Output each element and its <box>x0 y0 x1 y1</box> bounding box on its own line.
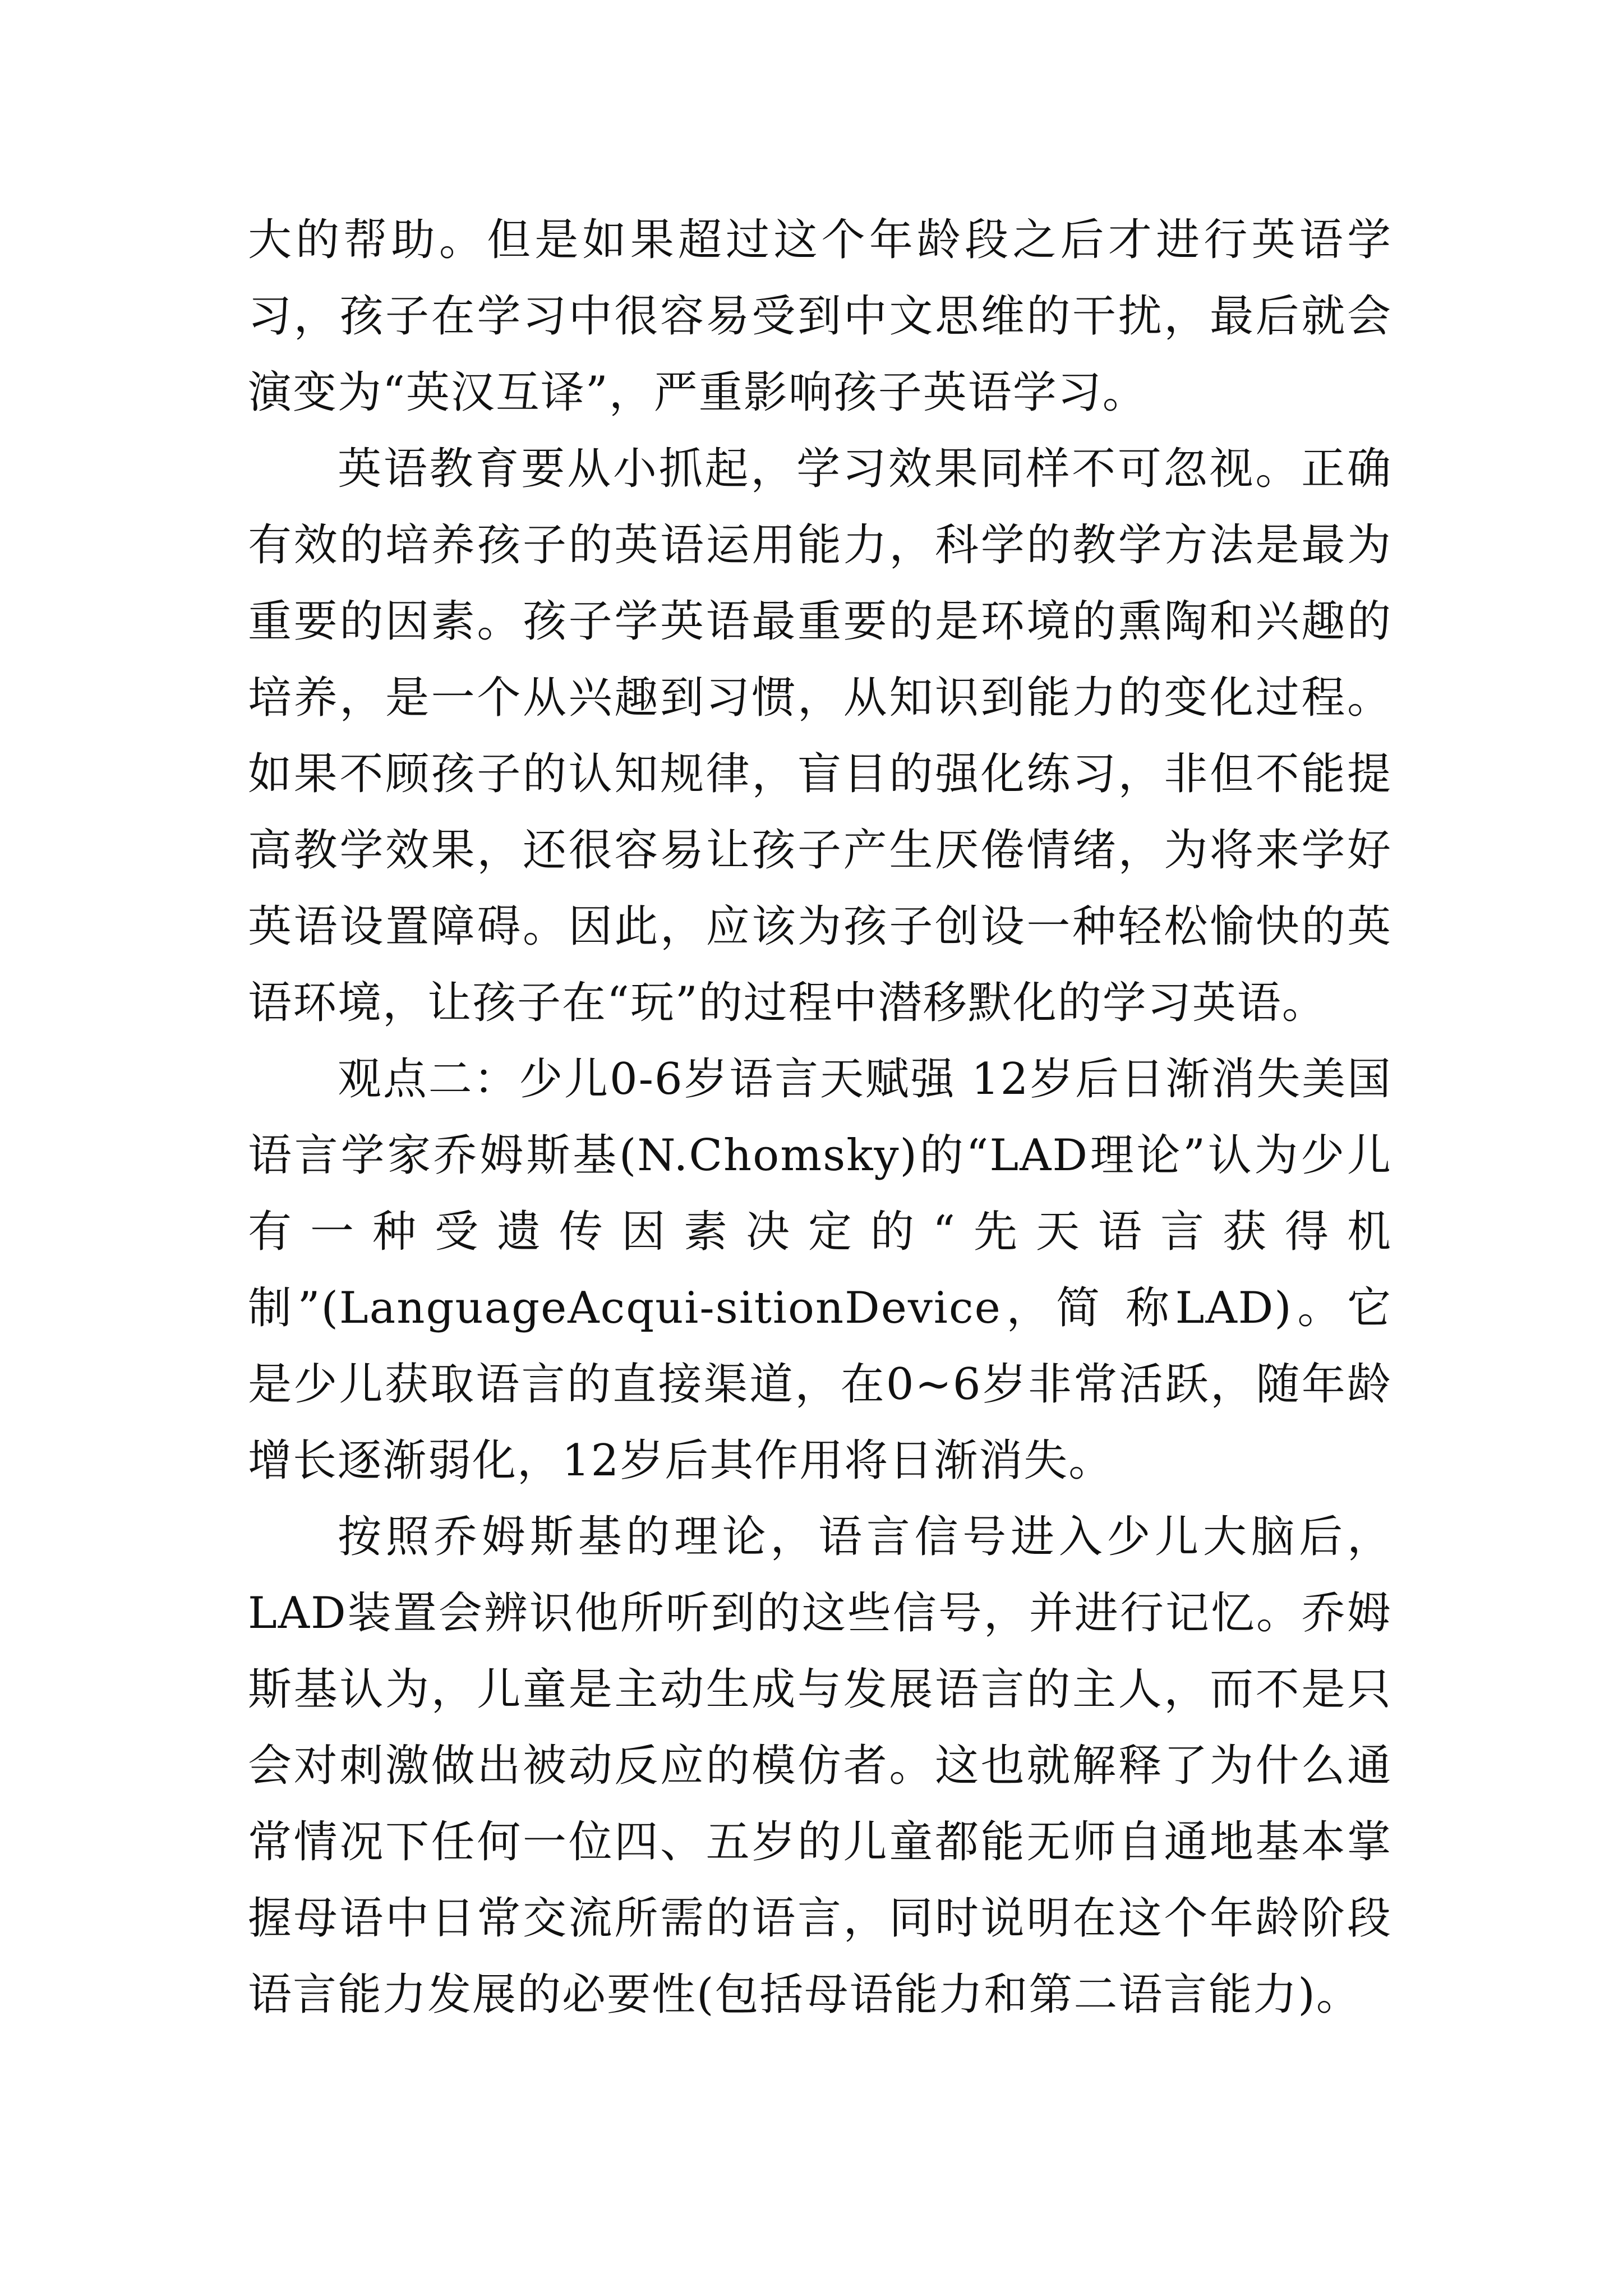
paragraph-3: 观点二：少儿0-6岁语言天赋强 12岁后日渐消失美国语言学家乔姆斯基(N.Chomsky)的“LAD理论”认为少儿有一种受遗传因素决定的“先天语言获得机制”(LanguageAcqui-sitionDevice，简 称LAD)。它是少儿获取语言的直接渠道，在0~6岁非常活跃，随年龄增长逐渐弱化，12岁后其作用将日渐消失。 <box>248 1054 1392 1486</box>
paragraph-2: 英语教育要从小抓起，学习效果同样不可忽视。正确有效的培养孩子的英语运用能力，科学的教学方法是最为重要的因素。孩子学英语最重要的是环境的熏陶和兴趣的培养，是一个从兴趣到习惯，从知识到能力的变化过程。如果不顾孩子的认知规律，盲目的强化练习，非但不能提高教学效果，还很容易让孩子产生厌倦情绪，为将来学好英语设置障碍。因此，应该为孩子创设一种轻松愉快的英语环境，让孩子在“玩”的过程中潜移默化的学习英语。 <box>248 444 1392 1028</box>
document-body <box>248 202 1392 2033</box>
paragraph-1: 大的帮助。但是如果超过这个年龄段之后才进行英语学习，孩子在学习中很容易受到中文思维的干扰，最后就会演变为“英汉互译”，严重影响孩子英语学习。 <box>248 215 1392 418</box>
paragraph-4: 按照乔姆斯基的理论，语言信号进入少儿大脑后，LAD装置会辨识他所听到的这些信号，并进行记忆。乔姆斯基认为，儿童是主动生成与发展语言的主人，而不是只会对刺激做出被动反应的模仿者。这也就解释了为什么通常情况下任何一位四、五岁的儿童都能无师自通地基本掌握母语中日常交流所需的语言，同时说明在这个年龄阶段语言能力发展的必要性(包括母语能力和第二语言能力)。 <box>248 1512 1392 2020</box>
